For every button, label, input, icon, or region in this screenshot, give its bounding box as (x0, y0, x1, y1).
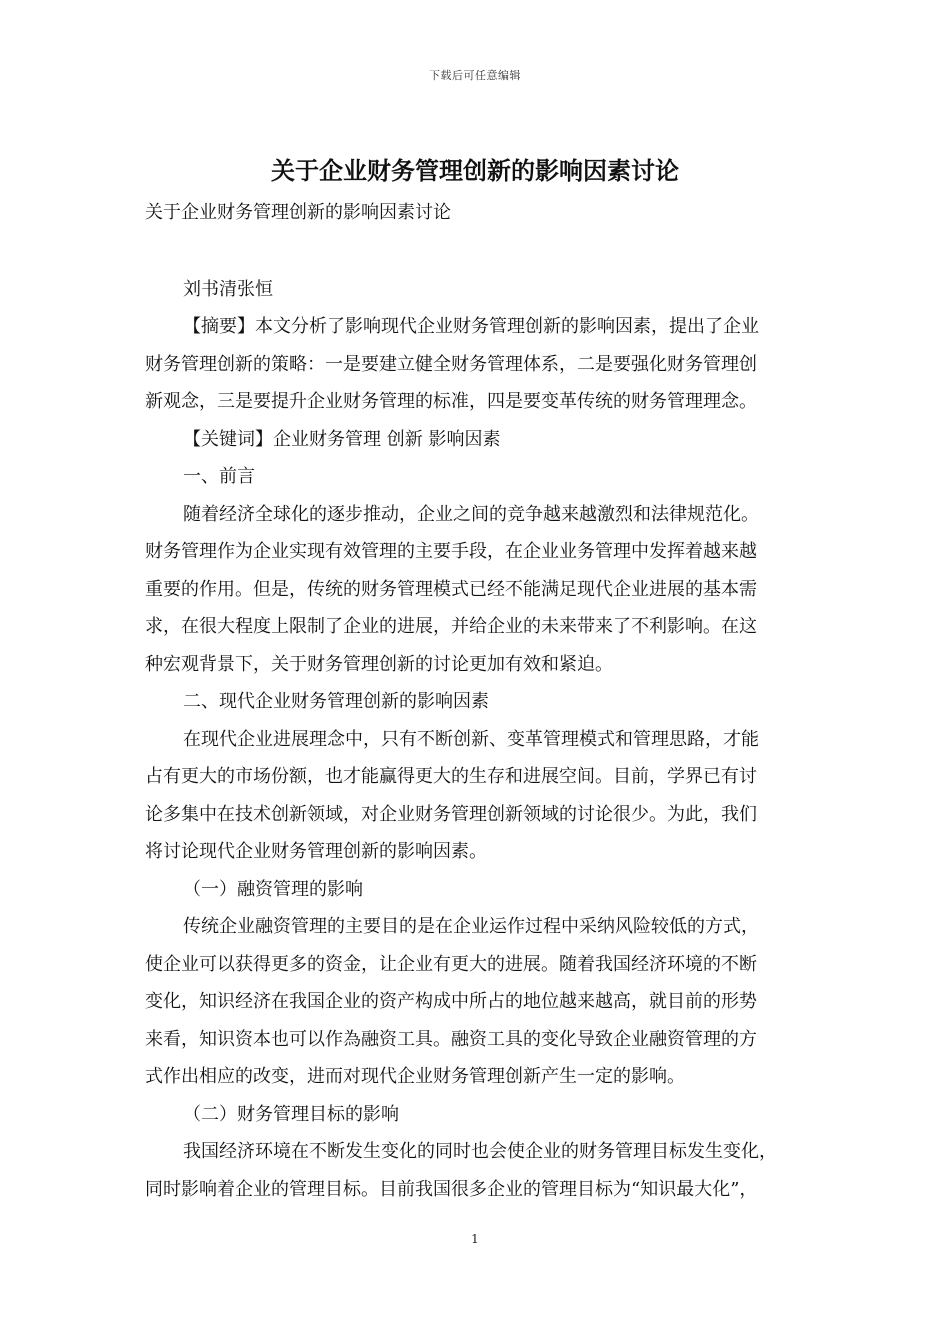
document-body (145, 194, 810, 1208)
page-header-note: 下载后可任意编辑 (429, 69, 521, 82)
paragraph-line: 随着经济全球化的逐步推动，企业之间的竞争越来越激烈和法律规范化。 (183, 503, 759, 525)
paragraph-line: 同时影响着企业的管理目标。目前我国很多企业的管理目标为“知识最大化”， (145, 1178, 758, 1200)
paragraph-line: 种宏观背景下，关于财务管理创新的讨论更加有效和紧迫。 (145, 653, 613, 675)
paragraph-line: 我国经济环境在不断发生变化的同时也会使企业的财务管理目标发生变化， (183, 1141, 777, 1162)
section-heading: 二、现代企业财务管理创新的影响因素 (183, 691, 489, 712)
paragraph-line: 传统企业融资管理的主要目的是在企业运作过程中采纳风险较低的方式， (183, 916, 759, 937)
paragraph-line: 在现代企业进展理念中，只有不断创新、变革管理模式和管理思路，才能 (183, 728, 759, 750)
paragraph-line: 求，在很大程度上限制了企业的进展，并给企业的未来带来了不利影响。在这 (145, 616, 757, 637)
paragraph-line: 式作出相应的改变，进而对现代企业财务管理创新产生一定的影响。 (145, 1066, 685, 1087)
paragraph-line: 占有更大的市场份额，也才能赢得更大的生存和进展空间。目前，学界已有讨 (145, 766, 757, 787)
subsection-heading: （二）财务管理目标的影响 (183, 1103, 399, 1125)
subsection-heading: （一）融资管理的影响 (183, 878, 363, 900)
abstract-line: 财务管理创新的策略：一是要建立健全财务管理体系，二是要强化财务管理创 (145, 353, 757, 375)
keywords-line: 【关键词】企业财务管理 创新 影响因素 (183, 428, 501, 450)
section-heading: 一、前言 (183, 466, 255, 487)
paragraph-line: 将讨论现代企业财务管理创新的影响因素。 (145, 841, 487, 862)
paragraph-line: 重要的作用。但是，传统的财务管理模式已经不能满足现代企业进展的基本需 (145, 578, 757, 600)
abstract-line: 新观念，三是要提升企业财务管理的标准，四是要变革传统的财务管理理念。 (145, 391, 757, 412)
paragraph-line: 使企业可以获得更多的资金，让企业有更大的进展。随着我国经济环境的不断 (145, 953, 757, 975)
document-title: 关于企业财务管理创新的影响因素讨论 (271, 156, 679, 185)
paragraph-line: 来看，知识资本也可以作為融资工具。融资工具的变化导致企业融资管理的方 (145, 1028, 757, 1050)
blank-line (145, 232, 810, 271)
author-line: 刘书清张恒 (183, 278, 273, 300)
page-number: 1 (471, 1232, 479, 1246)
abstract-line: 【摘要】本文分析了影响现代企业财务管理创新的影响因素，提出了企业 (183, 316, 759, 337)
paragraph-line: 论多集中在技术创新领域，对企业财务管理创新领域的讨论很少。为此，我们 (145, 803, 757, 825)
document-subtitle: 关于企业财务管理创新的影响因素讨论 (145, 202, 451, 223)
paragraph-line: 财务管理作为企业实现有效管理的主要手段，在企业业务管理中发挥着越来越 (145, 541, 757, 562)
paragraph-line: 变化，知识经济在我国企业的资产构成中所占的地位越来越高，就目前的形势 (145, 991, 757, 1012)
